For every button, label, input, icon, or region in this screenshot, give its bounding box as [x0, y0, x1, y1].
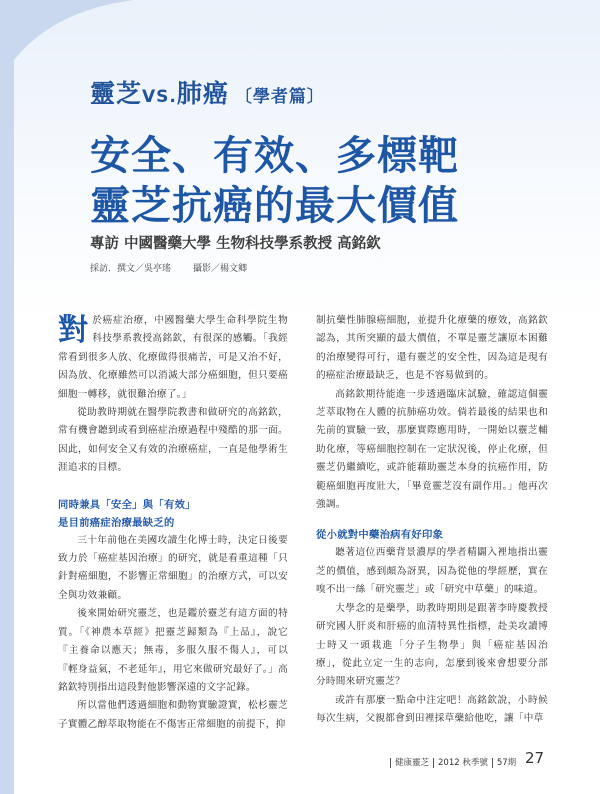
footer-number: 57期: [496, 758, 517, 768]
intro-text: 於癌症治療，中國醫藥大學生命科學院生物科技學系教授高銘欽，有很深的感觸。「我經常看到很多人放、化療做得很痛苦，可是又治不好，因為放、化療雖然可以消滅大部分癌細胞，但只要癌細胞一轉移，就很難治療了。」: [58, 315, 288, 400]
paragraph: 高銘欽期待能進一步透過臨床試驗，確認這個靈芝萃取物在人體的抗肺癌功效。倘若最後的結果也和先前的實驗一致，那麼實際應用時，一開始以靈芝輔助化療，等癌細胞控制在一定狀況後，停止化療，但靈芝仍繼續吃，或許能藉助靈芝本身的抗癌作用，防範癌細胞再度壯大，「畢竟靈芝沒有副作用。」他再次強調。: [316, 388, 548, 511]
paragraph: 從助教時期就在醫學院教書和做研究的高銘欽，常有機會聽到或看到癌症治療過程中殘酷的那一面。因此，如何安全又有效的治療癌症，一直是他學術生涯追求的目標。: [58, 407, 288, 474]
series-tag: 〔學者篇〕: [234, 87, 325, 107]
footer-magazine: 健康靈芝: [395, 758, 430, 768]
credit-writer: 採訪．撰文／吳亭瑤: [90, 264, 172, 274]
corner-decoration: [14, 0, 134, 60]
page-footer: [386, 756, 516, 768]
intro-paragraph: [58, 312, 288, 404]
credits: [90, 261, 247, 274]
credit-photographer: 攝影／楊文卿: [193, 264, 248, 274]
page-title-line-2: 靈芝抗癌的最大價值: [90, 182, 459, 229]
subtitle: 專訪 中國醫藥大學 生物科技學系教授 高銘欽: [90, 236, 381, 252]
page-title-line-1: 安全、有效、多標靶: [90, 132, 459, 179]
footer-divider: [390, 758, 391, 768]
paragraph: 後來開始研究靈芝，也是鑑於靈芝有這方面的特質。「《神農本草經》把靈芝歸類為『上品』，說它『主養命以應天；無毒，多服久服不傷人』，可以『輕身益氣，不老延年』，用它來做研究最好了。」高銘欽特別指出這段對他影響深遠的文字記錄。: [58, 608, 288, 693]
footer-divider: [433, 758, 434, 768]
paragraph: 大學念的是藥學，助教時期則是跟著李時慶教授研究國人肝炎和肝癌的血清特異性指標，赴美攻讀博士時又一頭栽進「分子生物學」與「癌症基因治療」，從此立定一生的志向，怎麼到後來會想要分部分時間來研究靈芝？: [316, 602, 548, 688]
side-decoration-bar: [0, 0, 14, 794]
series-vs: VS.: [142, 87, 177, 107]
paragraph: 聽著這位西藥背景濃厚的學者精闢入裡地指出靈芝的價值，感到頗為訝異，因為從他的學經歷，實在嗅不出一絲「研究靈芝」或「研究中草藥」的味道。: [316, 547, 548, 596]
paragraph: 或許有那麼一點命中注定吧！高銘欽說，小時候每次生病，父親都會到田裡採草藥給他吃，讓「中草: [316, 694, 548, 725]
series-word-lung-cancer: 肺癌: [176, 79, 229, 108]
section-heading-1-line-2: 是目前癌症治療最缺乏的: [58, 516, 175, 529]
footer-divider: [492, 758, 493, 768]
series-label: [90, 74, 325, 110]
right-column: [316, 312, 548, 729]
section-heading-2: 從小就對中藥治病有好印象: [316, 529, 444, 542]
series-word-lingzhi: 靈芝: [90, 79, 143, 108]
paragraph: 制抗藥性肺腺癌細胞，並提升化療藥的療效，高銘欽認為，其所突顯的最大價值，不單是靈芝讓原本困難的治療變得可行，還有靈芝的安全性，因為這是現有的癌症治療最缺乏，也是不容易做到的。: [316, 315, 548, 382]
paragraph: 所以當他們透過細胞和動物實驗證實，松杉靈芝子實體乙醇萃取物能在不傷害正常細胞的前提下，抑: [58, 700, 288, 730]
section-heading-1-line-1: 同時兼具「安全」與「有效」: [58, 498, 196, 511]
left-column: [58, 312, 288, 734]
page-number: 27: [525, 749, 545, 767]
drop-cap: 對: [58, 313, 89, 348]
paragraph: 三十年前他在美國攻讀生化博士時，決定日後要致力於「癌症基因治療」的研究，就是看重這種「只針對癌細胞，不影響正常細胞」的治療方式，可以安全與功效兼顧。: [58, 534, 288, 601]
footer-issue: 2012 秋季號: [438, 758, 488, 768]
